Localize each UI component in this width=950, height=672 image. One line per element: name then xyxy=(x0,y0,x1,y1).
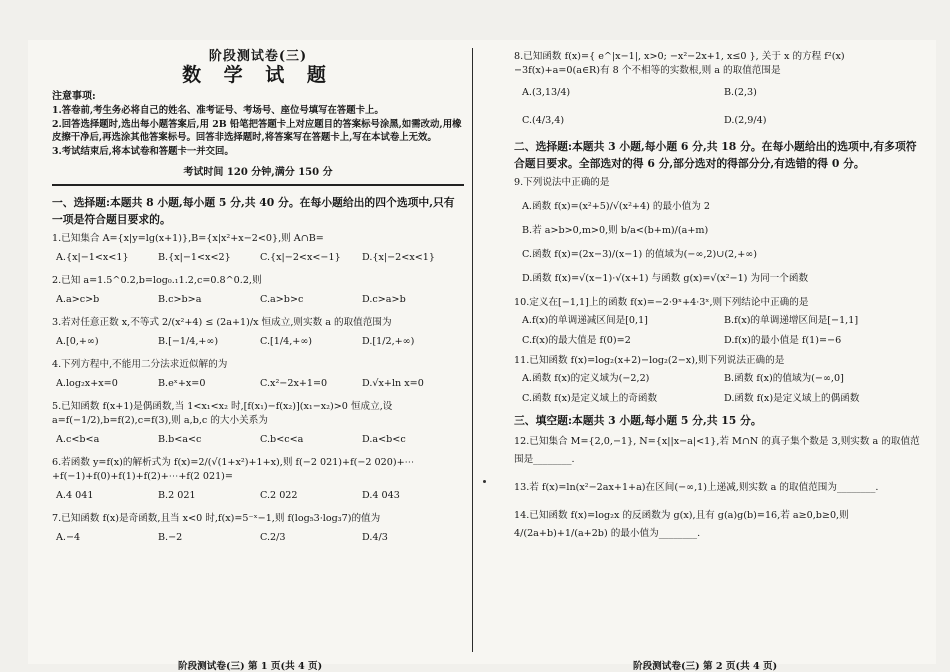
option-c: C.[1/4,+∞) xyxy=(260,335,313,347)
option-c: C.(4/3,4) xyxy=(522,115,565,126)
page-footer-1: 阶段测试卷(三) 第 1 页(共 4 页) xyxy=(178,661,323,672)
question-options xyxy=(56,377,464,391)
question-stem: 10.定义在[−1,1]上的函数 f(x)=−2·9ˣ+4·3ˣ,则下列结论中正确的是 xyxy=(514,297,809,308)
option-d: D.函数 f(x)是定义域上的偶函数 xyxy=(724,393,860,404)
option-d: D.{x|−2<x<1} xyxy=(362,251,435,263)
option-a: A.log₂x+x=0 xyxy=(56,377,118,389)
option-b: B.(2,3) xyxy=(724,87,757,98)
question-options xyxy=(56,293,464,307)
question-options xyxy=(56,251,464,265)
option-a: A.4 041 xyxy=(56,489,94,501)
option-b: B.函数 f(x)的值域为(−∞,0] xyxy=(724,373,844,384)
question-10 xyxy=(514,296,926,348)
notice-2: 2.回答选择题时,选出每小题答案后,用 2B 铅笔把答题卡上对应题目的答案标号涂黑,如需改动,用橡皮擦干净后,再选涂其他答案标号。回答非选择题时,将答案写在答题卡上,写在本试卷上无效。 xyxy=(52,118,462,143)
option-a: A.[0,+∞) xyxy=(56,335,99,347)
option-c: C.x²−2x+1=0 xyxy=(260,377,328,389)
question-5 xyxy=(52,400,464,447)
notice-heading: 注意事项: xyxy=(52,91,96,102)
section-2-heading: 二、选择题:本题共 3 小题,每小题 6 分,共 18 分。在每小题给出的选项中,有多项符合题目要求。全部选对的得 6 分,部分选对的得部分分,有选错的得 0 分。 xyxy=(514,140,917,170)
option-c: C.a>b>c xyxy=(260,293,304,305)
option-c: C.b<c<a xyxy=(260,433,304,445)
option-a: A.函数 f(x)=(x²+5)/√(x²+4) 的最小值为 2 xyxy=(522,201,710,212)
option-d: D.f(x)的最小值是 f(1)=−6 xyxy=(724,335,842,346)
question-12: 12.已知集合 M={2,0,−1}, N={x||x−a|<1},若 M∩N 的真子集个数是 3,则实数 a 的取值范围是________. xyxy=(514,436,920,465)
question-options xyxy=(522,372,926,406)
option-c: C.函数 f(x)是定义域上的奇函数 xyxy=(522,393,658,404)
section-3-heading: 三、填空题:本题共 3 小题,每小题 5 分,共 15 分。 xyxy=(514,414,762,427)
option-b: B.−2 xyxy=(158,531,183,543)
option-d: D.[1/2,+∞) xyxy=(362,335,415,347)
notice-3: 3.考试结束后,将本试卷和答题卡一并交回。 xyxy=(52,145,234,157)
question-options xyxy=(56,531,464,545)
option-a: A.−4 xyxy=(56,531,81,543)
option-b: B.b<a<c xyxy=(158,433,202,445)
option-b: B.eˣ+x=0 xyxy=(158,377,206,389)
option-a: A.{x|−1<x<1} xyxy=(56,251,129,263)
question-options xyxy=(56,433,464,447)
question-14: 14.已知函数 f(x)=log₂x 的反函数为 g(x),且有 g(a)g(b)=16,若 a≥0,b≥0,则 4/(2a+b)+1/(a+2b) 的最小值为________. xyxy=(514,510,849,539)
question-13: 13.若 f(x)=ln(x²−2ax+1+a)在区间(−∞,1)上递减,则实数 a 的取值范围为________. xyxy=(514,482,879,493)
option-b: B.2 021 xyxy=(158,489,196,501)
question-stem: 4.下列方程中,不能用二分法求近似解的为 xyxy=(52,358,228,370)
option-c: C.2 022 xyxy=(260,489,298,501)
option-d: D.4/3 xyxy=(362,531,388,543)
question-stem: 7.已知函数 f(x)是奇函数,且当 x<0 时,f(x)=5⁻ˣ−1,则 f(log₅3·log₃7)的值为 xyxy=(52,512,381,524)
section-1-heading: 一、选择题:本题共 8 小题,每小题 5 分,共 40 分。在每小题给出的四个选项中,只有一项是符合题目要求的。 xyxy=(52,195,455,226)
question-stem: 2.已知 a=1.5^0.2,b=log₀.₁1.2,c=0.8^0.2,则 xyxy=(52,274,262,286)
question-options xyxy=(522,86,926,128)
right-page xyxy=(514,48,926,545)
question-options xyxy=(522,314,926,348)
subject-title: 数 学 试 题 xyxy=(182,64,334,86)
option-a: A.f(x)的单调递减区间是[0,1] xyxy=(522,315,648,326)
question-1 xyxy=(52,232,464,265)
option-b: B.c>b>a xyxy=(158,293,202,305)
option-b: B.{x|−1<x<2} xyxy=(158,251,231,263)
option-a: A.c<b<a xyxy=(56,433,100,445)
question-stem: 6.若函数 y=f(x)的解析式为 f(x)=2/(√(1+x²)+1+x),则 f(−2 021)+f(−2 020)+⋯+f(−1)+f(0)+f(1)+f(2)+⋯+f(2 021)= xyxy=(52,456,415,482)
question-4 xyxy=(52,358,464,391)
option-d: D.√x+ln x=0 xyxy=(362,377,424,389)
option-c: C.2/3 xyxy=(260,531,286,543)
exam-time: 考试时间 120 分钟,满分 150 分 xyxy=(183,167,333,178)
question-stem: 8.已知函数 f(x)={ e^|x−1|, x>0; −x²−2x+1, x≤0 }, 关于 x 的方程 f²(x)−3f(x)+a=0(a∈R)有 8 个不相等的实数根,则 a 的取值范围是 xyxy=(514,51,845,76)
section-divider xyxy=(52,184,464,186)
exam-sheet xyxy=(28,40,936,672)
test-title: 阶段测试卷(三) xyxy=(208,49,308,64)
option-a: A.a>c>b xyxy=(56,293,100,305)
option-b: B.[−1/4,+∞) xyxy=(158,335,219,347)
option-d: D.4 043 xyxy=(362,489,400,501)
option-b: B.f(x)的单调递增区间是[−1,1] xyxy=(724,315,859,326)
question-2 xyxy=(52,274,464,307)
option-a: A.(3,13/4) xyxy=(522,87,571,98)
option-c: C.{x|−2<x<−1} xyxy=(260,251,341,263)
question-8 xyxy=(514,50,926,128)
option-d: D.a<b<c xyxy=(362,433,406,445)
option-d: D.c>a>b xyxy=(362,293,406,305)
option-a: A.函数 f(x)的定义域为(−2,2) xyxy=(522,373,650,384)
option-d: D.函数 f(x)=√(x−1)·√(x+1) 与函数 g(x)=√(x²−1) 为同一个函数 xyxy=(522,273,809,284)
option-c: C.f(x)的最大值是 f(0)=2 xyxy=(522,335,631,346)
question-stem: 3.若对任意正数 x,不等式 2/(x²+4) ≤ (2a+1)/x 恒成立,则实数 a 的取值范围为 xyxy=(52,316,392,328)
notice-1: 1.答卷前,考生务必将自己的姓名、准考证号、考场号、座位号填写在答题卡上。 xyxy=(52,105,384,116)
left-page xyxy=(52,50,464,554)
question-stem: 11.已知函数 f(x)=log₂(x+2)−log₂(2−x),则下列说法正确的是 xyxy=(514,355,785,366)
scan-speck xyxy=(483,480,486,483)
option-d: D.(2,9/4) xyxy=(724,115,767,126)
question-9 xyxy=(514,176,926,286)
option-c: C.函数 f(x)=(2x−3)/(x−1) 的值域为(−∞,2)∪(2,+∞) xyxy=(522,249,757,260)
option-b: B.若 a>b>0,m>0,则 b/a<(b+m)/(a+m) xyxy=(522,225,709,236)
question-6 xyxy=(52,456,464,503)
question-11 xyxy=(514,354,926,406)
question-stem: 9.下列说法中正确的是 xyxy=(514,177,610,188)
question-stem: 1.已知集合 A={x|y=lg(x+1)},B={x|x²+x−2<0},则 A∩B= xyxy=(52,232,324,244)
question-3 xyxy=(52,316,464,349)
question-7 xyxy=(52,512,464,545)
page-divider xyxy=(472,48,473,652)
question-stem: 5.已知函数 f(x+1)是偶函数,当 1<x₁<x₂ 时,[f(x₁)−f(x₂)](x₁−x₂)>0 恒成立,设 a=f(−1/2),b=f(2),c=f(3),则 a,b,c 的大小关系为 xyxy=(52,400,393,426)
page-footer-2: 阶段测试卷(三) 第 2 页(共 4 页) xyxy=(633,661,778,672)
question-options xyxy=(56,335,464,349)
question-options xyxy=(56,489,464,503)
